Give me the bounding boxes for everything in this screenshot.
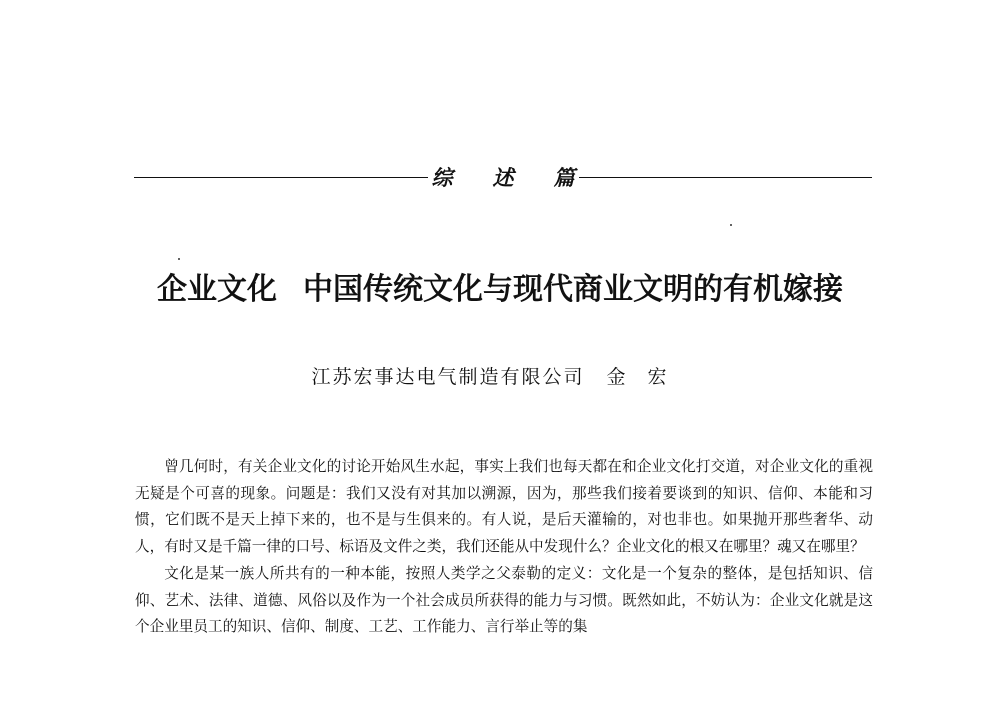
article-title-part1: 企业文化 [157,272,277,307]
section-header-label: 综述篇 [431,166,615,190]
section-header [134,160,872,194]
body-paragraph: 文化是某一族人所共有的一种本能，按照人类学之父泰勒的定义：文化是一个复杂的整体，是包括知识、信仰、艺术、法律、道德、风俗以及作为一个社会成员所获得的能力与习惯。既然如此，不妨认为：企业文化就是这个企业里员工的知识、信仰、制度、工艺、工作能力、言行举止等的集 [135,564,873,636]
header-rule-right [579,177,873,178]
scan-speck [178,258,180,260]
article-title [0,268,1000,312]
byline-author: 金宏 [606,366,689,388]
article-body [135,454,873,641]
article-byline [0,362,1000,392]
article-title-part2: 中国传统文化与现代商业文明的有机嫁接 [303,272,843,307]
header-rule-left [134,177,428,178]
body-paragraph: 曾几何时，有关企业文化的讨论开始风生水起，事实上我们也每天都在和企业文化打交道，对企业文化的重视无疑是个可喜的现象。问题是：我们又没有对其加以溯源，因为，那些我们接着要谈到的知识、信仰、本能和习惯，它们既不是天上掉下来的，也不是与生俱来的。有人说，是后天灌输的，对也非也。如果抛开那些奢华、动人，有时又是千篇一律的口号、标语及文件之类，我们还能从中发现什么？企业文化的根又在哪里？魂又在哪里？ [135,458,873,556]
scan-speck [730,224,732,226]
byline-organization: 江苏宏事达电气制造有限公司 [311,366,585,388]
